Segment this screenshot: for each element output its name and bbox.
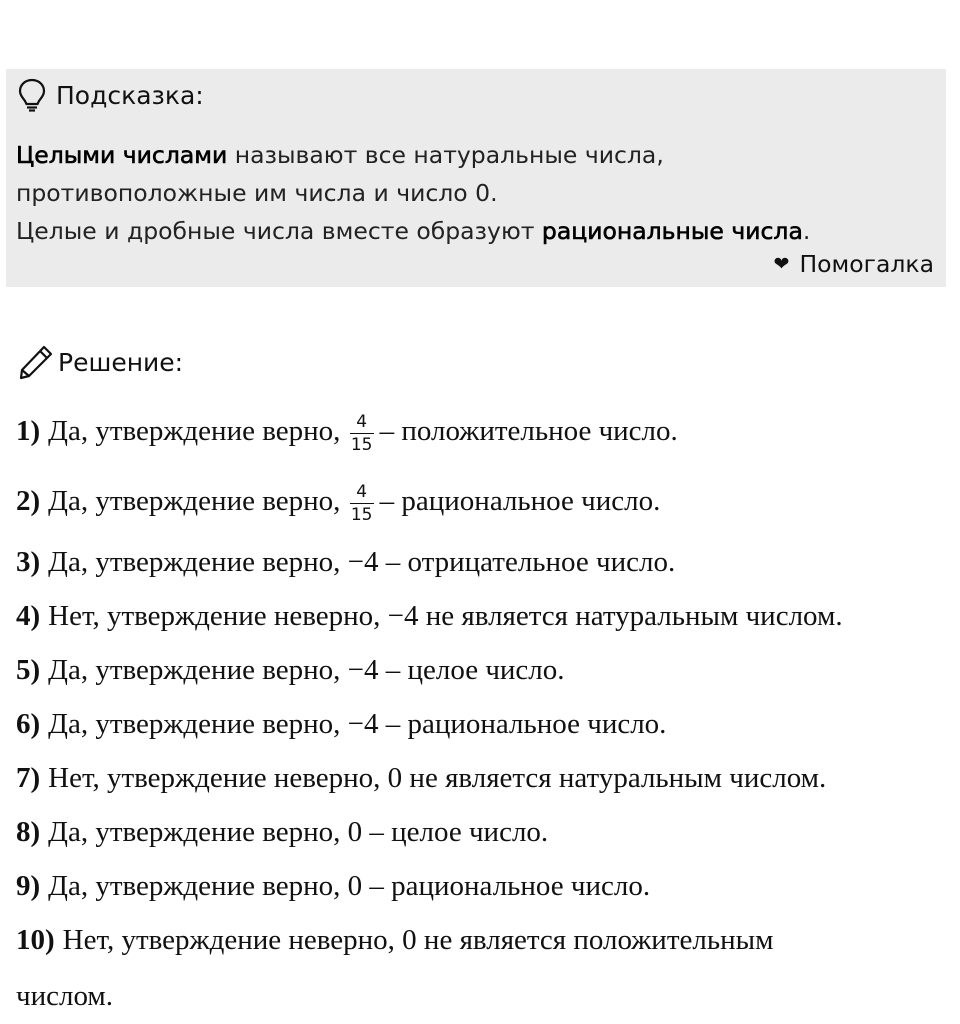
fraction-numerator: 4 xyxy=(356,482,368,502)
answer-number: 4) xyxy=(16,600,41,632)
answer-number: 7) xyxy=(16,762,41,794)
hint-line-1 xyxy=(16,136,936,174)
answer-number: 2) xyxy=(16,485,41,518)
answer-text: Да, утверждение верно, −4 – отрицательное число. xyxy=(48,546,676,578)
fraction-bar xyxy=(350,503,374,504)
heart-icon: ❤ xyxy=(773,253,790,275)
answer-4 xyxy=(16,600,843,633)
answer-text: Да, утверждение верно, −4 – целое число. xyxy=(48,654,565,686)
answer-1 xyxy=(16,412,678,455)
answer-text: числом. xyxy=(16,980,113,1012)
answer-text-before: Да, утверждение верно, xyxy=(48,485,341,518)
fraction-bar xyxy=(350,433,374,434)
answer-number: 9) xyxy=(16,870,41,902)
answer-text: Нет, утверждение неверно, −4 не является натуральным числом. xyxy=(48,600,843,632)
hint-line-2: противоположные им числа и число 0. xyxy=(16,179,498,207)
answer-number: 8) xyxy=(16,816,41,848)
answer-text: Да, утверждение верно, 0 – целое число. xyxy=(48,816,549,848)
answer-2 xyxy=(16,482,660,525)
hint-text-3: Целые и дробные числа вместе образуют xyxy=(16,217,542,245)
answer-5 xyxy=(16,654,565,687)
fraction-denominator: 15 xyxy=(350,505,373,525)
fraction-numerator: 4 xyxy=(356,412,368,432)
hint-term-integers: Целыми числами xyxy=(16,141,228,169)
answer-6 xyxy=(16,708,666,741)
pencil-icon xyxy=(18,344,54,380)
fraction xyxy=(350,482,374,525)
answer-number: 5) xyxy=(16,654,41,686)
hint-text-1: называют все натуральные числа, xyxy=(227,141,664,169)
answer-text-after: – рациональное число. xyxy=(379,485,661,518)
answer-3 xyxy=(16,546,675,579)
credit-label: Помогалка xyxy=(799,250,934,278)
hint-text xyxy=(16,136,936,250)
lightbulb-icon xyxy=(18,78,46,112)
solution-title: Решение: xyxy=(58,347,184,377)
answer-text-after: – положительное число. xyxy=(379,415,678,448)
answer-text: Нет, утверждение неверно, 0 не является положительным xyxy=(62,924,774,956)
hint-line-3 xyxy=(16,212,936,250)
answer-text: Да, утверждение верно, −4 – рациональное число. xyxy=(48,708,667,740)
answer-text: Нет, утверждение неверно, 0 не является натуральным числом. xyxy=(48,762,827,794)
answer-8 xyxy=(16,816,548,849)
hint-term-rational: рациональные числа xyxy=(541,217,803,245)
answer-text-before: Да, утверждение верно, xyxy=(48,415,341,448)
hint-title: Подсказка: xyxy=(56,80,204,110)
answer-number: 6) xyxy=(16,708,41,740)
hint-header xyxy=(18,78,204,112)
answer-9 xyxy=(16,870,650,903)
answer-7 xyxy=(16,762,826,795)
fraction-denominator: 15 xyxy=(350,435,373,455)
answer-10-continuation xyxy=(16,980,113,1013)
answer-number: 1) xyxy=(16,415,41,448)
hint-text-4: . xyxy=(802,217,811,245)
answer-text: Да, утверждение верно, 0 – рациональное число. xyxy=(48,870,651,902)
answer-number: 3) xyxy=(16,546,41,578)
answer-10 xyxy=(16,924,773,957)
credit-link[interactable] xyxy=(774,250,934,278)
answer-number: 10) xyxy=(16,924,55,956)
solution-header xyxy=(18,342,183,382)
fraction xyxy=(350,412,374,455)
